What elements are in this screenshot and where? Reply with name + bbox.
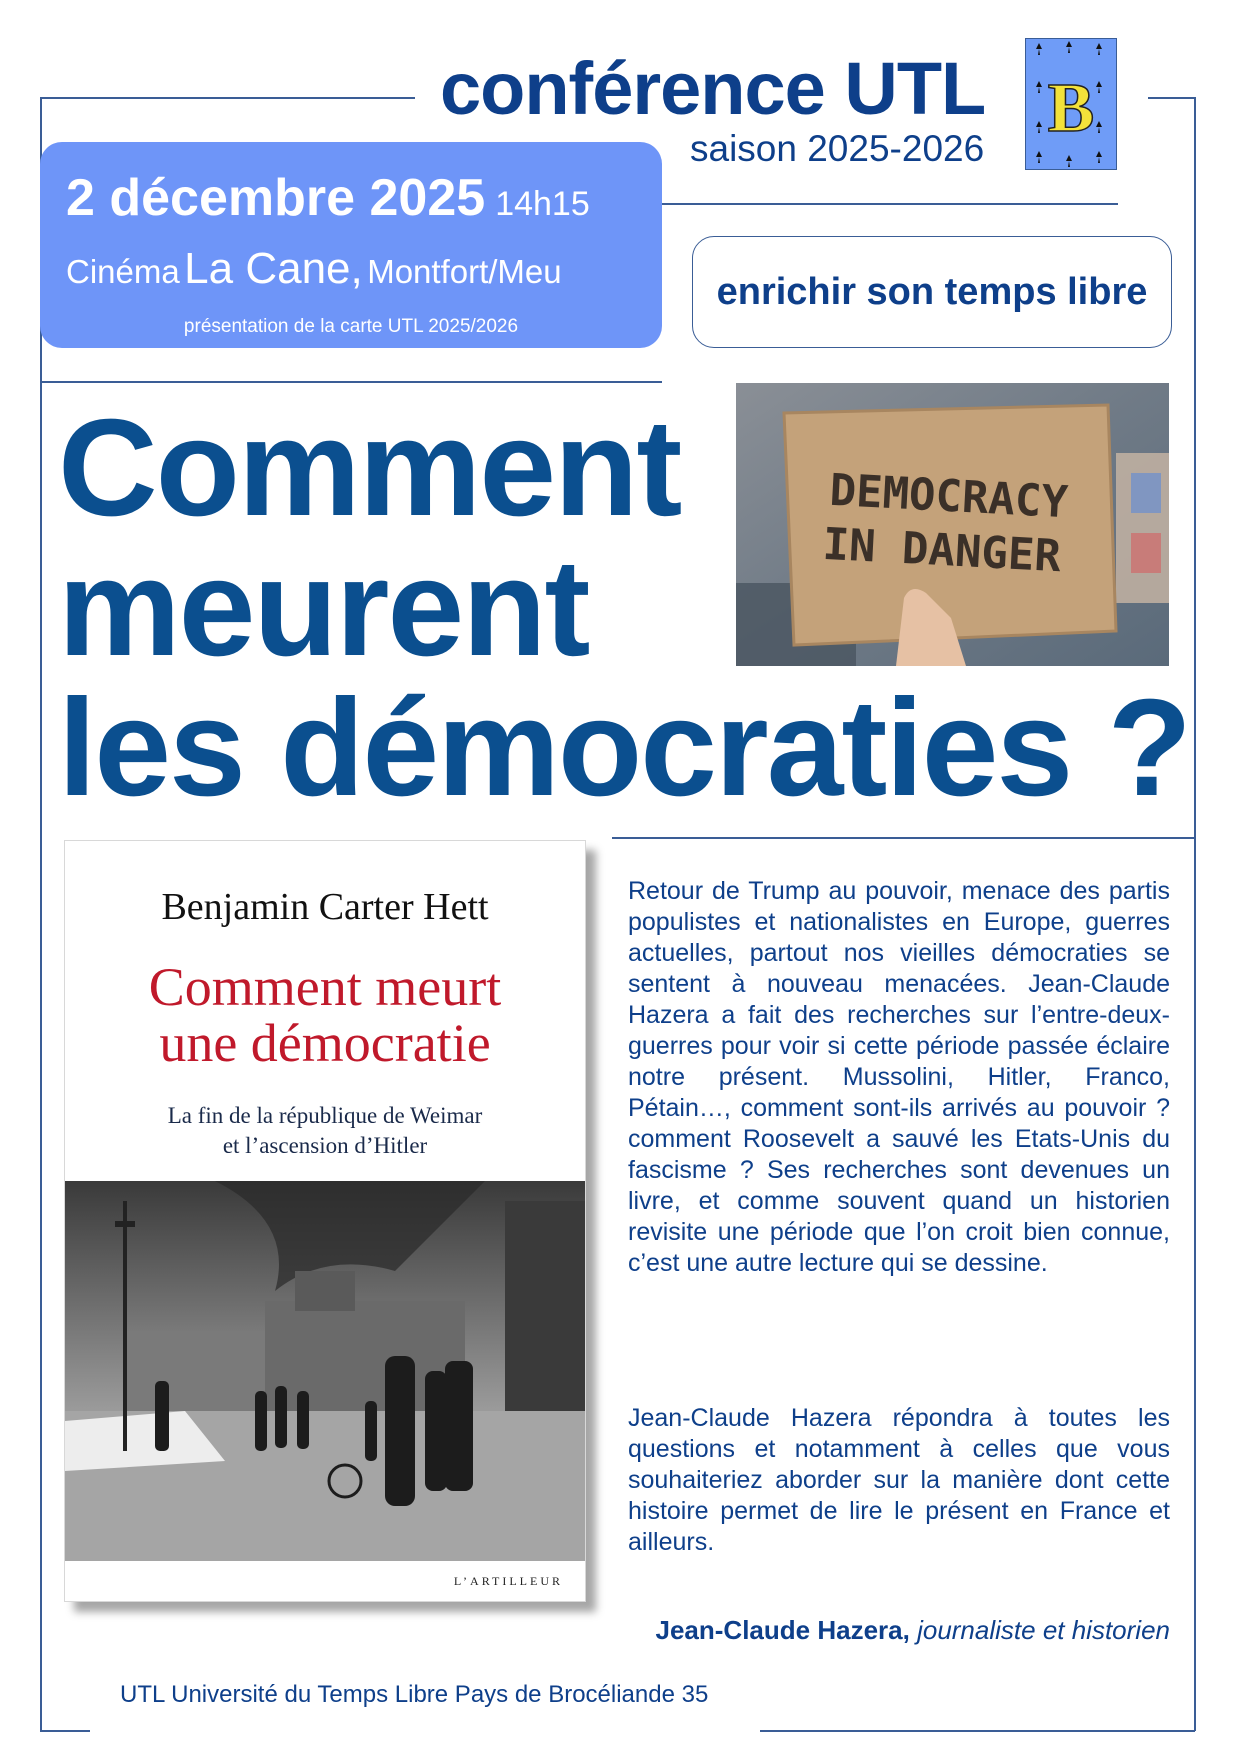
speaker-signature	[600, 1615, 1170, 1646]
frame-bottom-right	[760, 1730, 1195, 1732]
book-cover	[64, 840, 586, 1602]
description-paragraph-1: Retour de Trump au pouvoir, menace des partis populistes et nationalistes en Europe, guerres actuelles, partout nos vieilles démocraties se sentent à nouveau menacées. Jean-Claude Hazera a fait des recherches sur l’entre-deux-guerres pour voir si cette période passée éclaire notre présent. Mussolini, Hitler, Franco, Pétain…, comment sont-ils arrivés au pouvoir ? comment Roosevelt a sauvé les Etats-Unis du fascisme ? Ses recherches sont devenues un livre, et comme souvent quand un historien revisite une période que l’on croit bien connue, c’est une autre lecture qui se dessine.	[628, 877, 1170, 1277]
book-title	[65, 959, 585, 1071]
venue-line	[66, 244, 562, 294]
book-title-line-2: une démocratie	[159, 1013, 491, 1073]
divider-header	[662, 203, 1118, 205]
democracy-in-danger-photo	[736, 383, 1169, 666]
description-paragraph-2: Jean-Claude Hazera répondra à toutes les questions et notamment à celles que vous souhaiteriez aborder sur la manière dont cette histoire permet de lire le présent en France et ailleurs.	[628, 1404, 1170, 1556]
frame-top-left	[40, 97, 415, 99]
tagline-box: enrichir son temps libre	[692, 236, 1172, 348]
season-label: saison 2025-2026	[690, 128, 985, 169]
venue-prefix: Cinéma	[66, 253, 180, 290]
event-info-box	[40, 142, 662, 348]
book-publisher: L’ARTILLEUR	[453, 1574, 563, 1588]
book-title-line-1: Comment meurt	[148, 957, 502, 1017]
date-line	[66, 168, 590, 228]
title-line-2: meurent	[58, 531, 589, 685]
book-cover-photo	[65, 1181, 585, 1561]
frame-top-right	[1148, 97, 1195, 99]
book-subtitle	[65, 1101, 585, 1161]
venue-city: Montfort/Meu	[367, 253, 562, 290]
header-title: conférence UTL	[440, 47, 986, 130]
logo-letter: B	[1047, 70, 1095, 147]
sign-text-line-2: IN DANGER	[821, 518, 1063, 583]
frame-left	[40, 97, 42, 1731]
broceliande-logo	[1025, 38, 1117, 170]
reichstag-fire-illustration	[65, 1181, 585, 1561]
protest-sign-illustration	[736, 383, 1169, 666]
sign-text-line-1: DEMOCRACY	[828, 464, 1070, 529]
speaker-name: Jean-Claude Hazera,	[655, 1615, 910, 1645]
speaker-role: journaliste et historien	[917, 1615, 1170, 1645]
card-presentation-note: présentation de la carte UTL 2025/2026	[183, 316, 519, 337]
ermine-spot-icon	[1036, 43, 1042, 55]
book-author: Benjamin Carter Hett	[161, 886, 489, 928]
divider-title-bottom	[612, 837, 1195, 839]
venue-name: La Cane,	[184, 244, 363, 293]
book-subtitle-line-2: et l’ascension d’Hitler	[222, 1133, 428, 1158]
title-line-3: les démocraties ?	[58, 671, 1190, 825]
event-date: 2 décembre 2025	[66, 169, 486, 227]
frame-bottom-left	[40, 1730, 90, 1732]
event-time: 14h15	[495, 185, 590, 223]
footer-text: UTL Université du Temps Libre Pays de Brocéliande 35	[120, 1681, 709, 1708]
title-line-1: Comment	[58, 391, 681, 545]
book-subtitle-line-1: La fin de la république de Weimar	[167, 1103, 483, 1128]
ermine-flag-icon	[1026, 39, 1116, 169]
frame-right	[1194, 97, 1196, 1731]
divider-title-top	[40, 381, 662, 383]
